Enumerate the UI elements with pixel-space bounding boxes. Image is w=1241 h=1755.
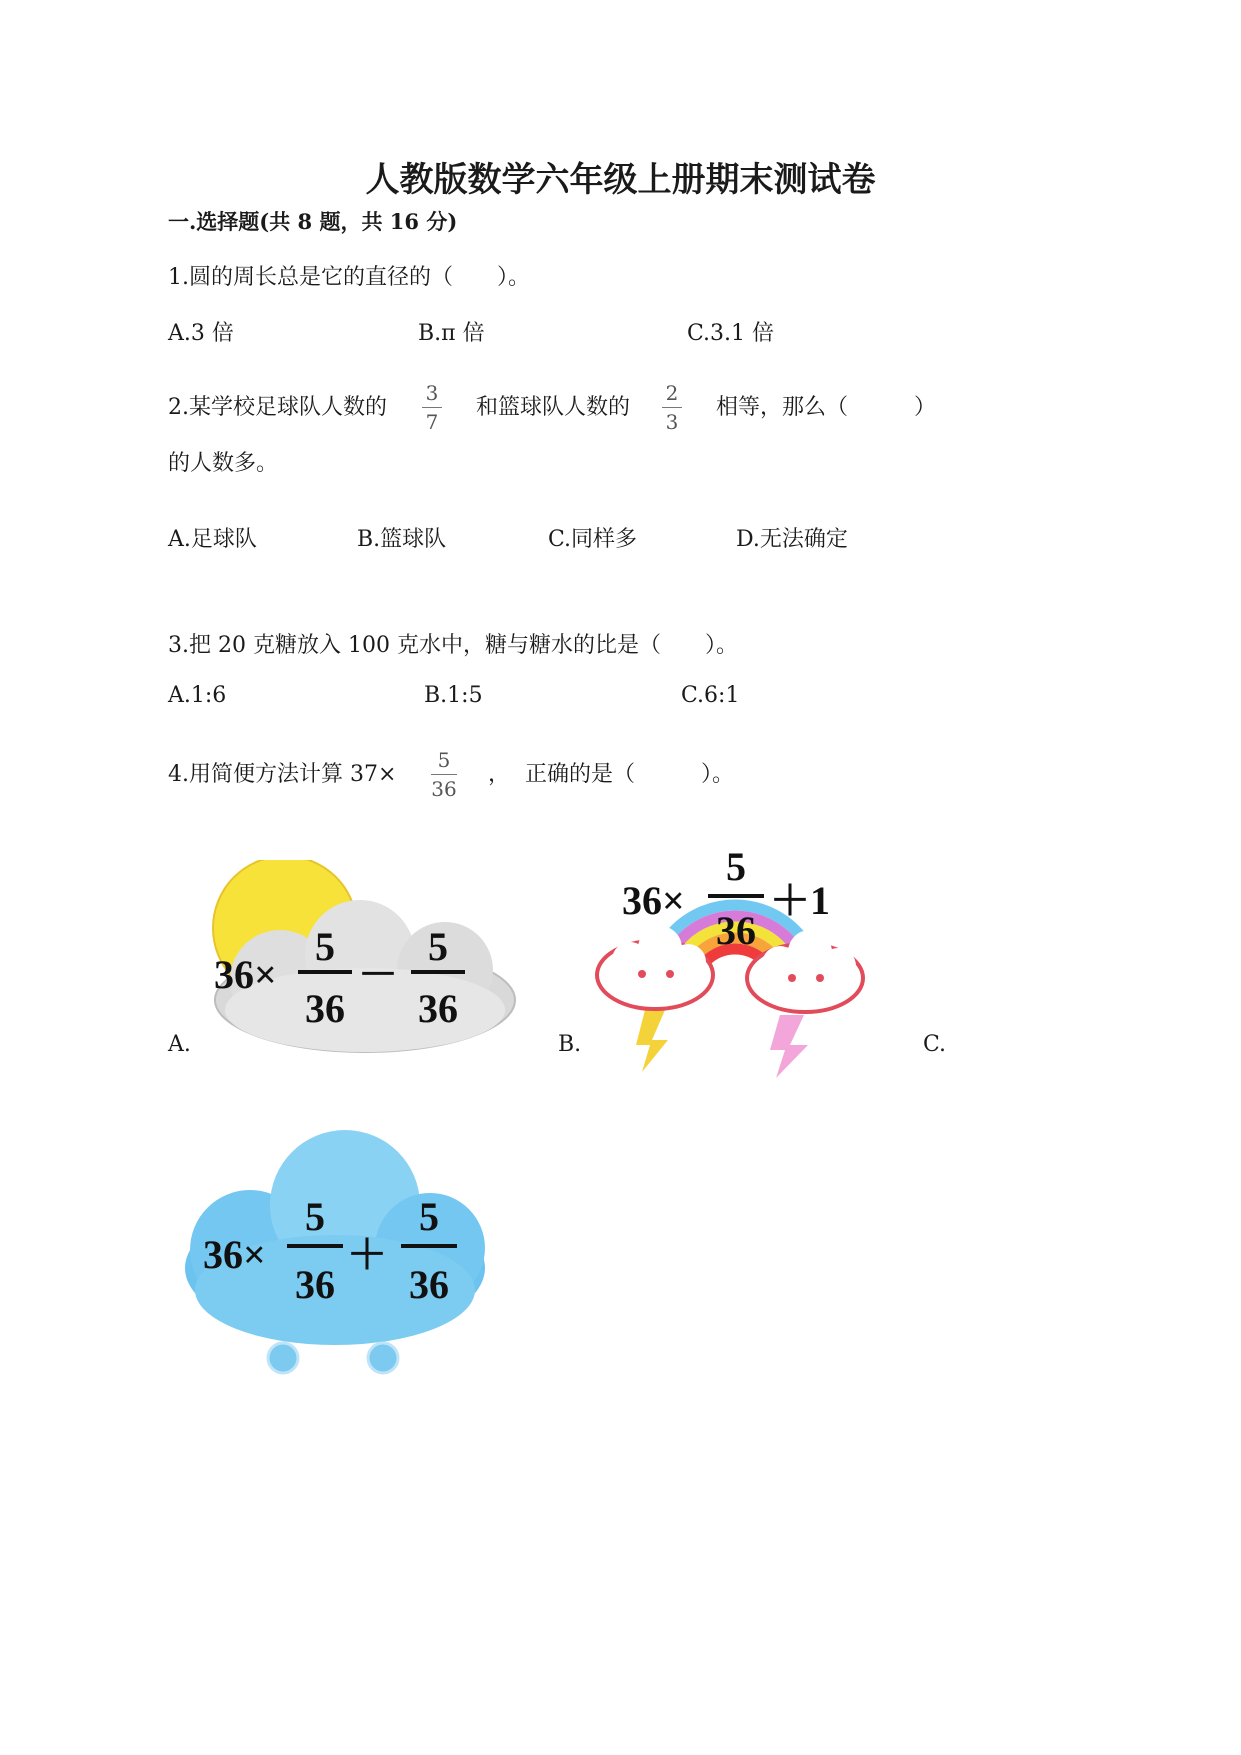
expression-lead: 36× xyxy=(622,878,685,923)
fraction-numerator: 3 xyxy=(425,381,439,405)
expression-numerator: 5 xyxy=(726,844,746,889)
fraction-bar xyxy=(422,407,442,408)
droplet-icon xyxy=(368,1343,398,1373)
option-b-picture xyxy=(590,840,880,1080)
question-2-option-a: A.足球队 xyxy=(168,527,257,552)
question-2-option-d: D.无法确定 xyxy=(736,527,848,552)
question-4-fraction xyxy=(431,750,457,799)
question-1-option-b: B.π 倍 xyxy=(418,321,485,346)
question-2-option-c: C.同样多 xyxy=(548,527,638,552)
expression-lead: 36× xyxy=(203,1232,266,1277)
droplet-icon xyxy=(268,1343,298,1373)
fraction-numerator: 2 xyxy=(665,381,679,405)
question-1-option-c: C.3.1 倍 xyxy=(687,321,775,346)
question-2-stem-part3: 相等，那么（ ） xyxy=(716,395,937,420)
question-2-fraction-1 xyxy=(422,383,442,432)
question-2-stem-part1: 2.某学校足球队人数的 xyxy=(168,395,387,420)
question-1-stem: 1.圆的周长总是它的直径的（ ）。 xyxy=(168,265,530,290)
question-4-option-c: C. xyxy=(923,1032,947,1057)
expression-lead: 36× xyxy=(214,952,277,997)
fraction-bar xyxy=(431,774,457,775)
option-a-picture xyxy=(190,860,520,1060)
expression-operator: ＋ xyxy=(347,1232,387,1277)
question-2-stem-part4: 的人数多。 xyxy=(168,451,279,476)
question-3-option-a: A.1:6 xyxy=(168,683,227,708)
fraction-numerator: 5 xyxy=(437,748,451,772)
expression-operator: ＋1 xyxy=(770,878,830,923)
expression-numerator-1: 5 xyxy=(305,1194,325,1239)
page-title: 人教版数学六年级上册期末测试卷 xyxy=(365,160,876,200)
question-2-stem-part2: 和篮球队人数的 xyxy=(476,395,631,420)
question-4-stem-part2: ， xyxy=(488,762,511,787)
lightning-yellow-icon xyxy=(636,1010,668,1072)
question-3-option-c: C.6:1 xyxy=(681,683,740,708)
question-4-stem-part1: 4.用简便方法计算 37× xyxy=(168,762,397,787)
option-c-picture xyxy=(175,1130,495,1380)
expression-denominator-2: 36 xyxy=(418,986,458,1031)
question-4-stem-part3: 正确的是（ ）。 xyxy=(525,762,735,787)
question-1-option-a: A.3 倍 xyxy=(168,321,234,346)
fraction-denominator: 3 xyxy=(665,410,679,434)
question-3-option-b: B.1:5 xyxy=(424,683,483,708)
question-2-fraction-2 xyxy=(662,383,682,432)
expression-numerator-2: 5 xyxy=(419,1194,439,1239)
expression-operator: － xyxy=(358,952,398,997)
expression-denominator-1: 36 xyxy=(295,1262,335,1307)
fraction-denominator: 36 xyxy=(431,777,457,801)
question-2-option-b: B.篮球队 xyxy=(357,527,447,552)
fraction-denominator: 7 xyxy=(425,410,439,434)
section-heading: 一.选择题(共 8 题，共 16 分) xyxy=(168,209,458,234)
expression-numerator-2: 5 xyxy=(428,924,448,969)
question-4-option-a: A. xyxy=(168,1032,191,1057)
expression-denominator-1: 36 xyxy=(305,986,345,1031)
expression-denominator: 36 xyxy=(716,908,756,953)
question-3-stem: 3.把 20 克糖放入 100 克水中，糖与糖水的比是（ ）。 xyxy=(168,633,738,658)
question-4-option-b: B. xyxy=(558,1032,582,1057)
expression-denominator-2: 36 xyxy=(409,1262,449,1307)
expression-numerator-1: 5 xyxy=(315,924,335,969)
lightning-pink-icon xyxy=(770,1015,808,1078)
fraction-bar xyxy=(662,407,682,408)
